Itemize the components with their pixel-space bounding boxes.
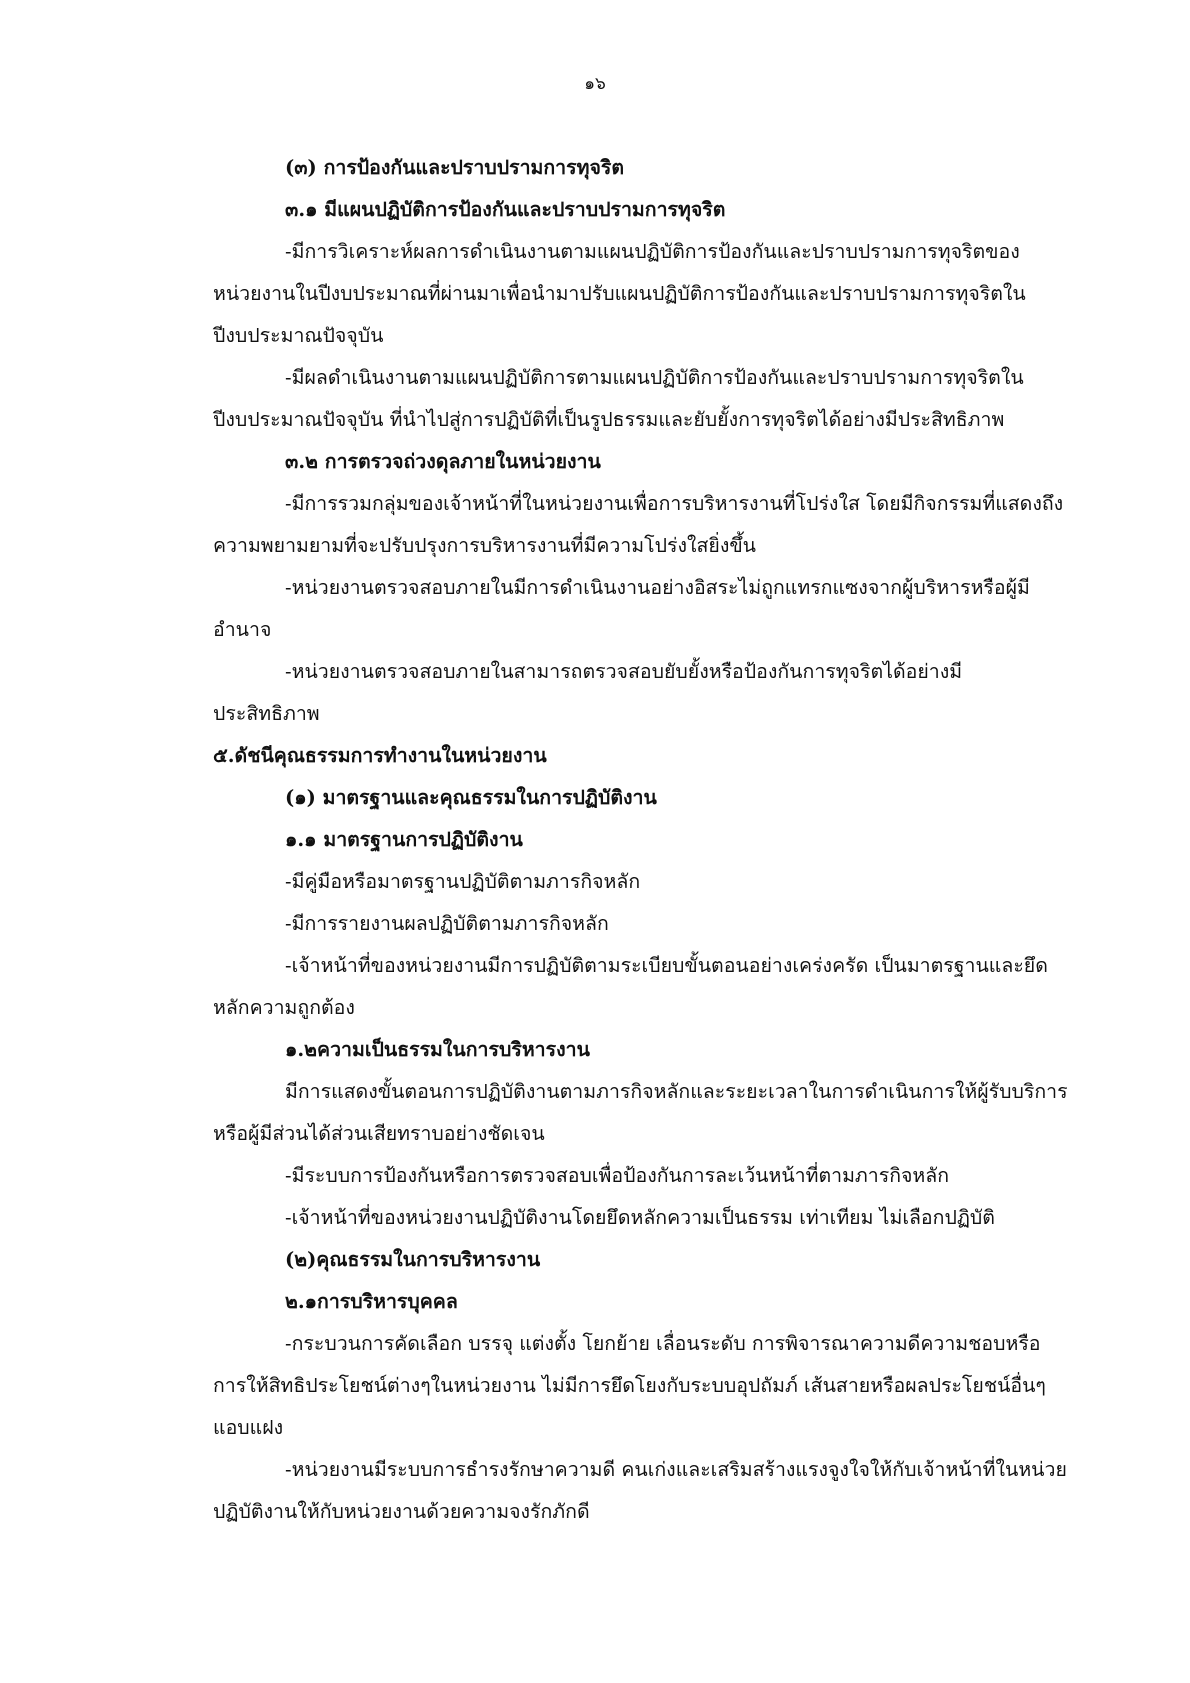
page-number: ๑๖ (584, 74, 606, 94)
section-heading: ๒.๑การบริหารบุคคล (285, 1290, 458, 1313)
section-heading: (๒)คุณธรรมในการบริหารงาน (285, 1248, 541, 1271)
body-text-line: -เจ้าหน้าที่ของหน่วยงานมีการปฏิบัติตามระเบียบขั้นตอนอย่างเคร่งครัด เป็นมาตรฐานและยึด (285, 954, 1048, 977)
body-text-line: -มีผลดำเนินงานตามแผนปฏิบัติการตามแผนปฏิบัติการป้องกันและปราบปรามการทุจริตใน (285, 366, 1024, 389)
body-text-line: -มีการรายงานผลปฏิบัติตามภารกิจหลัก (285, 912, 609, 935)
body-text-line: -เจ้าหน้าที่ของหน่วยงานปฏิบัติงานโดยยึดหลักความเป็นธรรม เท่าเทียม ไม่เลือกปฏิบัติ (285, 1206, 995, 1229)
section-heading: ๑.๒ความเป็นธรรมในการบริหารงาน (285, 1038, 590, 1061)
body-text-line: มีการแสดงขั้นตอนการปฏิบัติงานตามภารกิจหลักและระยะเวลาในการดำเนินการให้ผู้รับบริการ (285, 1080, 1068, 1103)
body-text-line: ความพยามยามที่จะปรับปรุงการบริหารงานที่มีความโปร่งใสยิ่งขึ้น (213, 534, 757, 557)
body-text-line: -มีการรวมกลุ่มของเจ้าหน้าที่ในหน่วยงานเพื่อการบริหารงานที่โปร่งใส โดยมีกิจกรรมที่แสดงถึง (285, 492, 1064, 515)
body-text-line: -หน่วยงานตรวจสอบภายในมีการดำเนินงานอย่างอิสระไม่ถูกแทรกแซงจากผู้บริหารหรือผู้มี (285, 576, 1030, 599)
body-text-line: -มีระบบการป้องกันหรือการตรวจสอบเพื่อป้องกันการละเว้นหน้าที่ตามภารกิจหลัก (285, 1164, 950, 1187)
body-text-line: หน่วยงานในปีงบประมาณที่ผ่านมาเพื่อนำมาปรับแผนปฏิบัติการป้องกันและปราบปรามการทุจริตใน (213, 282, 1026, 305)
section-heading: (๓) การป้องกันและปราบปรามการทุจริต (285, 156, 625, 179)
body-text-line: แอบแฝง (213, 1416, 284, 1439)
body-text-line: การให้สิทธิประโยชน์ต่างๆในหน่วยงาน ไม่มีการยึดโยงกับระบบอุปถัมภ์ เส้นสายหรือผลประโยชน์อื่นๆ (213, 1374, 1046, 1397)
body-text-line: ประสิทธิภาพ (213, 702, 320, 725)
body-text-line: หรือผู้มีส่วนได้ส่วนเสียทราบอย่างชัดเจน (213, 1122, 545, 1145)
body-text-line: ปีงบประมาณปัจจุบัน ที่นำไปสู่การปฏิบัติที่เป็นรูปธรรมและยับยั้งการทุจริตได้อย่างมีประสิทธิภาพ (213, 408, 1005, 431)
body-text-line: -หน่วยงานมีระบบการธำรงรักษาความดี คนเก่งและเสริมสร้างแรงจูงใจให้กับเจ้าหน้าที่ในหน่วย (285, 1458, 1067, 1481)
section-heading: ๕.ดัชนีคุณธรรมการทำงานในหน่วยงาน (213, 744, 547, 767)
body-text-line: ปีงบประมาณปัจจุบัน (213, 324, 384, 347)
body-text-line: หลักความถูกต้อง (213, 996, 355, 1019)
body-text-line: ปฏิบัติงานให้กับหน่วยงานด้วยความจงรักภักดี (213, 1500, 590, 1523)
section-heading: ๓.๑ มีแผนปฏิบัติการป้องกันและปราบปรามการทุจริต (285, 198, 726, 221)
document-body (213, 147, 1073, 1533)
body-text-line: -มีคู่มือหรือมาตรฐานปฏิบัติตามภารกิจหลัก (285, 870, 641, 893)
section-heading: (๑) มาตรฐานและคุณธรรมในการปฏิบัติงาน (285, 786, 657, 809)
section-heading: ๑.๑ มาตรฐานการปฏิบัติงาน (285, 828, 523, 851)
body-text-line: -มีการวิเคราะห์ผลการดำเนินงานตามแผนปฏิบัติการป้องกันและปราบปรามการทุจริตของ (285, 240, 1020, 263)
body-text-line: -หน่วยงานตรวจสอบภายในสามารถตรวจสอบยับยั้งหรือป้องกันการทุจริตได้อย่างมี (285, 660, 963, 683)
section-heading: ๓.๒ การตรวจถ่วงดุลภายในหน่วยงาน (285, 450, 601, 473)
body-text-line: -กระบวนการคัดเลือก บรรจุ แต่งตั้ง โยกย้าย เลื่อนระดับ การพิจารณาความดีความชอบหรือ (285, 1332, 1041, 1355)
body-text-line: อำนาจ (213, 618, 272, 641)
